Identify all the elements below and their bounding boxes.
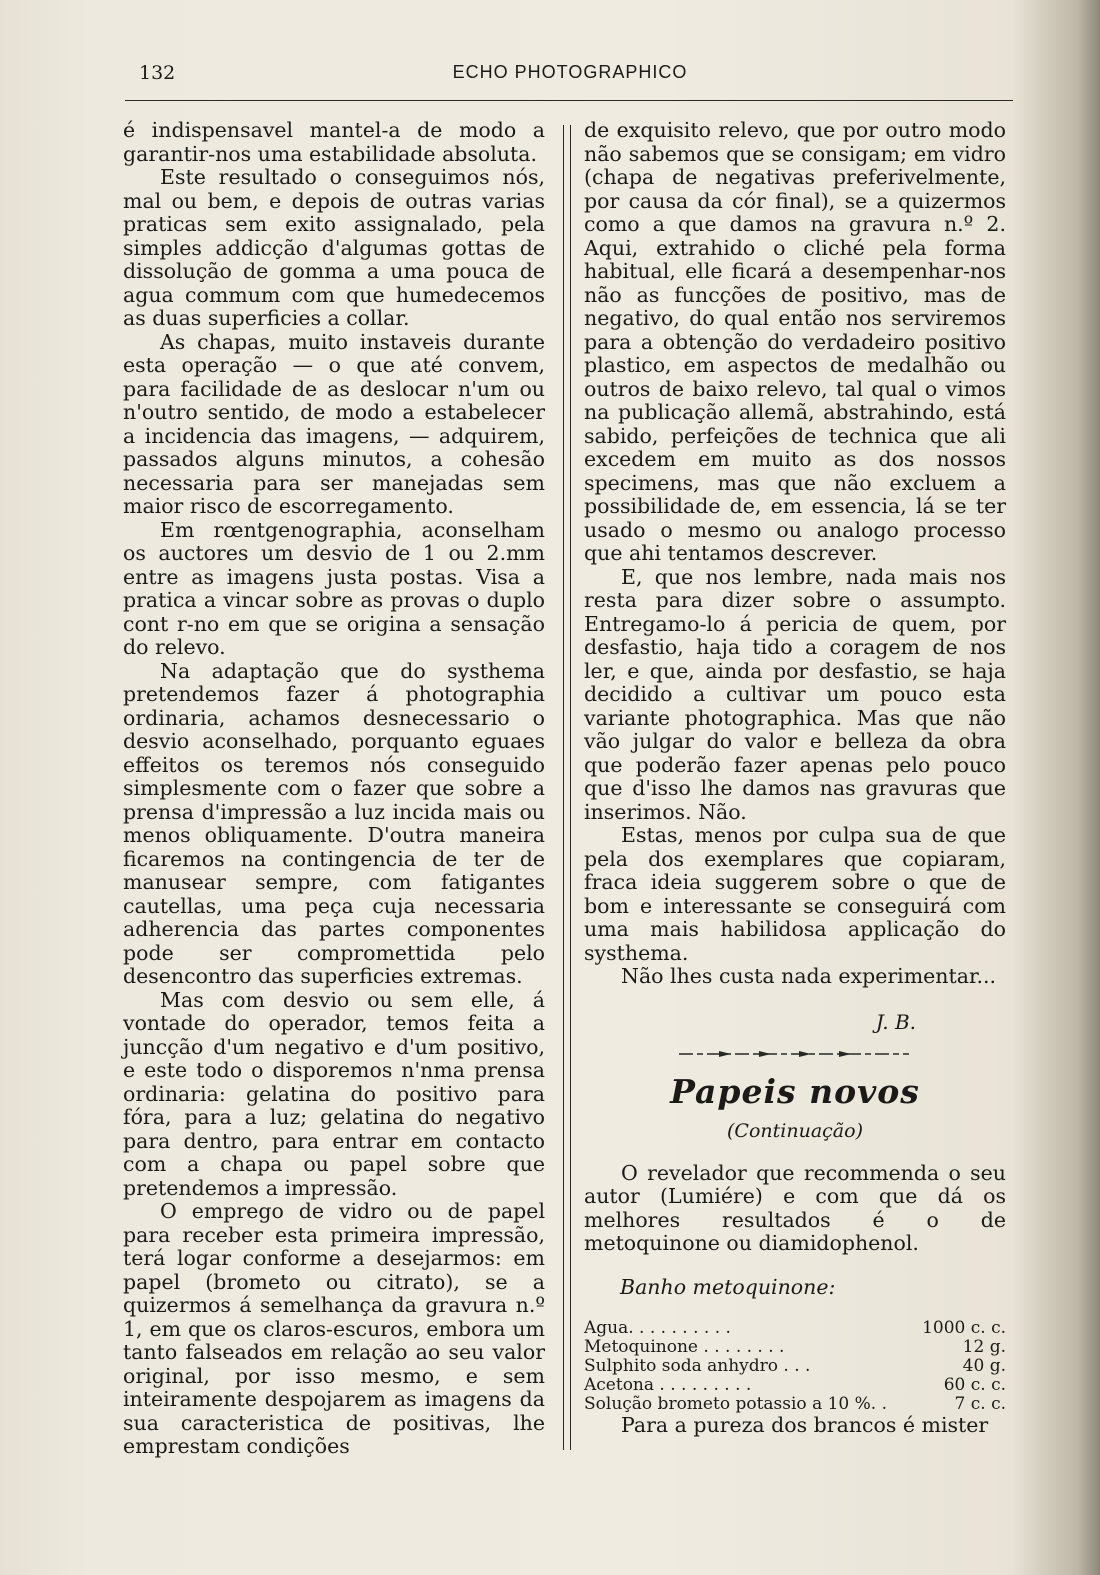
paragraph: Para a pureza dos brancos é mister — [621, 1413, 989, 1437]
recipe-row — [584, 1338, 1006, 1357]
recipe-quantity: 12 g. — [962, 1337, 1006, 1357]
page-header — [125, 58, 1015, 88]
author-signature: J. B. — [875, 1009, 916, 1034]
paragraph: O revelador que recommenda o seu autor (Lumiére) e com que dá os melhores resultados é o de metoquinone ou diamidophenol. — [584, 1160, 1006, 1255]
recipe-ingredient: Acetona . . . . . . . . . — [584, 1375, 752, 1395]
paragraph: é indispensavel mantel-a de modo a garantir-nos uma estabilidade absoluta. — [123, 118, 545, 166]
recipe-quantity: 60 c. c. — [943, 1375, 1006, 1395]
recipe-ingredient: Sulphito soda anhydro . . . — [584, 1356, 811, 1376]
ornament-divider — [679, 1050, 909, 1058]
section-subtitle: (Continuação) — [727, 1120, 863, 1142]
section-title: Papeis novos — [670, 1072, 920, 1111]
paragraph: As chapas, muito instaveis durante esta operação — o que até convem, para facilidade de as deslocar n'um ou n'outro sentido, de modo a estabelecer a incidencia das imagens, — adquirem, passados alguns minutos, a cohesão necessaria para ser manejadas sem maior risco de escorregamento. — [123, 329, 545, 518]
paragraph: Em rœntgenographia, aconselham os auctores um desvio de 1 ou 2.mm entre as imagens justa postas. Visa a pratica a vincar sobre as provas o duplo cont r-no em que se origina a sensação do relevo. — [123, 517, 545, 659]
recipe-quantity: 7 c. c. — [954, 1394, 1006, 1414]
recipe-row — [584, 1395, 1006, 1414]
recipe-quantity: 1000 c. c. — [922, 1318, 1006, 1338]
running-title: ECHO PHOTOGRAPHICO — [452, 62, 688, 82]
header-rule — [125, 100, 1013, 101]
recipe-row — [584, 1357, 1006, 1376]
page-number: 132 — [139, 62, 176, 84]
paragraph: Na adaptação que do systhema pretendemos fazer á photographia ordinaria, achamos desnecessario o desvio aconselhado, porquanto eguaes effeitos os teremos nós conseguido simplesmente com o fazer que sobre a prensa d'impressão a luz incida mais ou menos obliquamente. D'outra maneira ficaremos na contingencia de ter de manusear sempre, com fatigantes cautellas, uma peça cuja necessaria adherencia das partes componentes pode ser compromettida pelo desencontro das superficies extremas. — [123, 658, 545, 988]
column-rule-right — [570, 125, 571, 1450]
paragraph: Mas com desvio ou sem elle, á vontade do operador, temos feita a juncção d'um negativo e d'um positivo, e este todo o disporemos n'nma prensa ordinaria: gelatina do positivo para fóra, para a luz; gelatina do negativo para dentro, para entrar em contacto com a chapa ou papel sobre que pretendemos a impressão. — [123, 987, 545, 1200]
recipe-row — [584, 1376, 1006, 1395]
paragraph: Este resultado o conseguimos nós, mal ou bem, e depois de outras varias praticas sem exito assignalado, pela simples addicção d'algumas gottas de dissolução de gomma a uma pouca de agua commum com que humedecemos as duas superficies a collar. — [123, 165, 545, 330]
paragraph: de exquisito relevo, que por outro modo não sabemos que se consigam; em vidro (chapa de negativas preferivelmente, por causa da cór final), se a quizermos como a que damos na gravura n.º 2. Aqui, extrahido o cliché pela forma habitual, elle ficará a desempenhar-nos não as funcções de positivo, mas de negativo, do qual então nos serviremos para a obtenção do verdadeiro positivo plastico, em aspectos de medalhão ou outros de baixo relevo, tal qual o vimos na publicação allemã, abstrahindo, está sabido, perfeições de technica que ali excedem em muito as dos nossos specimens, mas que não excluem a possibilidade de, em essencia, lá se ter usado o mesmo ou analogo processo que ahi tentamos descrever. — [584, 118, 1006, 565]
recipe-table — [584, 1319, 1006, 1414]
recipe-title: Banho metoquinone: — [620, 1274, 836, 1299]
recipe-ingredient: Agua. . . . . . . . . . — [584, 1318, 731, 1338]
recipe-quantity: 40 g. — [962, 1356, 1006, 1376]
paragraph: Não lhes custa nada experimentar... — [621, 964, 997, 988]
paragraph: Estas, menos por culpa sua de que pela dos exemplares que copiaram, fraca ideia suggerem sobre o que de bom e interessante se conseguirá com uma mais habilidosa applicação do systhema. — [584, 823, 1006, 965]
recipe-ingredient: Solução brometo potassio a 10 %. . — [584, 1394, 888, 1414]
recipe-ingredient: Metoquinone . . . . . . . . — [584, 1337, 785, 1357]
paragraph: O emprego de vidro ou de papel para receber esta primeira impressão, terá logar conforme a desejarmos: em papel (brometo ou citrato), se a quizermos á semelhança da gravura n.º 1, em que os claros-escuros, embora um tanto falseados em relação ao seu valor original, por isso mesmo, e sem inteiramente despojarem as imagens da sua caracteristica de positivas, lhe emprestam condições — [123, 1199, 545, 1458]
column-rule-left — [563, 125, 564, 1450]
right-column — [584, 119, 1006, 1438]
paragraph: E, que nos lembre, nada mais nos resta para dizer sobre o assumpto. Entregamo-lo á pericia de quem, por desfastio, haja tido a coragem de nos ler, e que, ainda por desfastio, se haja decidido a cultivar um pouco esta variante photographica. Mas que não vão julgar do valor e belleza da obra que poderão fazer apenas pelo pouco que d'isso lhe damos nas gravuras que inserimos. Não. — [584, 564, 1006, 824]
left-column — [123, 119, 545, 1459]
recipe-row — [584, 1319, 1006, 1338]
